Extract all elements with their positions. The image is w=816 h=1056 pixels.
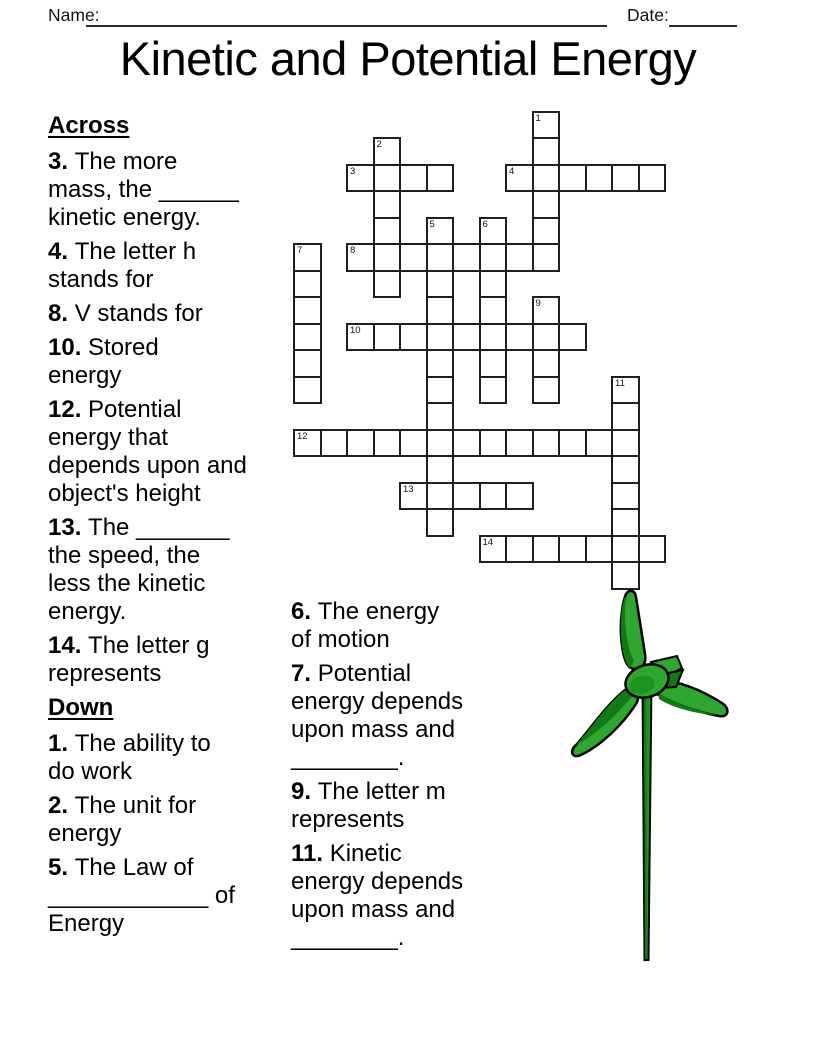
clue-number: 11. [291, 840, 330, 867]
crossword-cell [585, 164, 614, 193]
clue-line: energy depends [291, 688, 464, 715]
crossword-cell [585, 429, 614, 458]
date-blank-line [669, 6, 737, 27]
clue-line: 9. The letter m [291, 778, 446, 805]
cell-number: 10 [350, 324, 361, 336]
crossword-cell [479, 270, 508, 299]
clue-across-4 [48, 238, 290, 294]
crossword-cell [426, 349, 455, 378]
crossword-cell [426, 376, 455, 405]
crossword-cell [505, 535, 534, 564]
clue-across-12 [48, 396, 290, 508]
clue-number: 7. [291, 660, 318, 687]
crossword-cell [532, 243, 561, 272]
crossword-cell [505, 429, 534, 458]
clue-line: less the kinetic [48, 570, 206, 597]
clue-line: stands for [48, 266, 154, 293]
clue-line: 1. The ability to [48, 730, 211, 757]
clue-number: 10. [48, 334, 89, 361]
crossword-cell [320, 429, 349, 458]
clue-across-13 [48, 514, 290, 626]
crossword-cell [532, 296, 561, 325]
clue-line: energy [48, 362, 122, 389]
clue-line: 5. The Law of [48, 854, 194, 881]
clue-column-left [48, 112, 290, 944]
clue-line: upon mass and [291, 716, 456, 743]
clue-line: 4. The letter h [48, 238, 197, 265]
crossword-cell [426, 243, 455, 272]
clue-line: ________. [291, 924, 405, 951]
crossword-cell [479, 482, 508, 511]
down-clue-list-middle [291, 598, 503, 952]
cell-number: 3 [350, 165, 356, 177]
clue-line: energy depends [291, 868, 464, 895]
crossword-cell [505, 323, 534, 352]
clue-line: Energy [48, 910, 125, 937]
clue-down-7 [291, 660, 503, 772]
clue-across-14 [48, 632, 290, 688]
wind-turbine-illustration [555, 588, 755, 968]
crossword-cell [585, 535, 614, 564]
clue-down-11 [291, 840, 503, 952]
down-header: Down [48, 694, 114, 721]
crossword-cell [558, 323, 587, 352]
crossword-cell [426, 323, 455, 352]
clue-down-6 [291, 598, 503, 654]
clue-line: energy that [48, 424, 169, 451]
clue-line: represents [48, 660, 162, 687]
clue-number: 6. [291, 598, 318, 625]
crossword-cell [532, 429, 561, 458]
crossword-cell [611, 402, 640, 431]
cell-number: 7 [297, 245, 303, 256]
clue-line: 10. Stored [48, 334, 159, 361]
crossword-cell [346, 243, 375, 272]
crossword-cell [479, 217, 508, 246]
across-clue-list [48, 148, 290, 688]
across-header: Across [48, 112, 130, 139]
clue-across-10 [48, 334, 290, 390]
crossword-cell [558, 164, 587, 193]
crossword-cell [532, 535, 561, 564]
clue-line: of motion [291, 626, 390, 653]
clue-line: represents [291, 806, 405, 833]
clue-line: object's height [48, 480, 201, 507]
crossword-cell [532, 137, 561, 166]
crossword-cell [373, 429, 402, 458]
name-blank-line [86, 6, 607, 27]
crossword-cell [373, 270, 402, 299]
clue-line: ________. [291, 744, 405, 771]
crossword-cell [426, 455, 455, 484]
clue-line: 13. The _______ [48, 514, 230, 541]
crossword-cell [399, 429, 428, 458]
crossword-cell [532, 111, 561, 140]
clue-line: 6. The energy [291, 598, 440, 625]
crossword-cell [426, 296, 455, 325]
cell-number: 9 [535, 298, 541, 309]
crossword-cell [532, 323, 561, 352]
clue-line: 14. The letter g [48, 632, 210, 659]
cell-number: 8 [350, 245, 356, 256]
crossword-cell [426, 217, 455, 246]
crossword-cell [426, 482, 455, 511]
crossword-cell [373, 243, 402, 272]
crossword-cell [479, 535, 508, 564]
clue-line: 11. Kinetic [291, 840, 402, 867]
cell-number: 11 [615, 377, 625, 389]
down-clue-list-left [48, 730, 290, 938]
clue-line: 7. Potential [291, 660, 412, 687]
crossword-cell [426, 508, 455, 537]
clue-line: ____________ of [48, 882, 235, 909]
cell-number: 5 [429, 218, 435, 230]
clue-line: depends upon and [48, 452, 247, 479]
crossword-cell [611, 429, 640, 458]
crossword-cell [638, 164, 667, 193]
cell-number: 4 [509, 165, 515, 177]
crossword-cell [532, 349, 561, 378]
crossword-cell [373, 190, 402, 219]
clue-number: 5. [48, 854, 75, 881]
clue-down-1 [48, 730, 290, 786]
clue-line: mass, the ______ [48, 176, 239, 203]
crossword-cell [293, 270, 322, 299]
crossword-cell [293, 323, 322, 352]
clue-line: energy [48, 820, 122, 847]
clue-number: 13. [48, 514, 89, 541]
name-label: Name: [48, 5, 100, 25]
crossword-cell [346, 429, 375, 458]
crossword-cell [373, 323, 402, 352]
crossword-cell [399, 482, 428, 511]
crossword-cell [399, 243, 428, 272]
clue-down-9 [291, 778, 503, 834]
crossword-cell [293, 349, 322, 378]
turbine-pole [643, 682, 652, 960]
crossword-cell [532, 376, 561, 405]
crossword-cell [373, 164, 402, 193]
crossword-cell [505, 243, 534, 272]
clue-line: 8. V stands for [48, 300, 203, 327]
crossword-cell [293, 376, 322, 405]
cell-number: 13 [403, 483, 414, 495]
clue-across-8 [48, 300, 290, 328]
crossword-cell [611, 535, 640, 564]
crossword-cell [479, 296, 508, 325]
crossword-cell [479, 323, 508, 352]
page-title: Kinetic and Potential Energy [119, 32, 697, 85]
crossword-cell [426, 270, 455, 299]
crossword-cell [293, 243, 322, 272]
crossword-cell [452, 323, 481, 352]
crossword-cell [611, 482, 640, 511]
crossword-cell [293, 429, 322, 458]
cell-number: 1 [535, 112, 541, 124]
clue-line: upon mass and [291, 896, 456, 923]
crossword-cell [611, 508, 640, 537]
clue-number: 3. [48, 148, 75, 175]
crossword-cell [505, 482, 534, 511]
crossword-cell [346, 323, 375, 352]
clue-down-2 [48, 792, 290, 848]
cell-number: 12 [297, 430, 308, 442]
clue-number: 2. [48, 792, 75, 819]
crossword-cell [479, 349, 508, 378]
crossword-cell [479, 243, 508, 272]
crossword-cell [426, 429, 455, 458]
clue-number: 9. [291, 778, 318, 805]
crossword-cell [399, 323, 428, 352]
crossword-cell [532, 164, 561, 193]
crossword-cell [426, 164, 455, 193]
clue-down-5 [48, 854, 290, 938]
clue-number: 14. [48, 632, 89, 659]
crossword-cell [452, 243, 481, 272]
crossword-cell [479, 376, 508, 405]
crossword-cell [505, 164, 534, 193]
clue-number: 12. [48, 396, 89, 423]
clue-number: 1. [48, 730, 75, 757]
clue-across-3 [48, 148, 290, 232]
cell-number: 6 [482, 218, 488, 230]
crossword-cell [611, 455, 640, 484]
date-label: Date: [627, 5, 669, 25]
crossword-cell [558, 535, 587, 564]
clue-line: the speed, the [48, 542, 201, 569]
crossword-cell [293, 296, 322, 325]
crossword-cell [426, 402, 455, 431]
clue-line: do work [48, 758, 133, 785]
crossword-cell [399, 164, 428, 193]
crossword-cell [611, 376, 640, 405]
clue-column-middle [291, 598, 503, 958]
crossword-cell [611, 164, 640, 193]
clue-line: kinetic energy. [48, 204, 201, 231]
cell-number: 2 [376, 139, 382, 150]
crossword-cell [479, 429, 508, 458]
clue-line: 3. The more [48, 148, 178, 175]
cell-number: 14 [482, 536, 494, 548]
clue-line: 2. The unit for [48, 792, 197, 819]
clue-number: 4. [48, 238, 75, 265]
crossword-cell [373, 217, 402, 246]
crossword-cell [452, 429, 481, 458]
crossword-cell [558, 429, 587, 458]
crossword-cell [532, 190, 561, 219]
crossword-cell [638, 535, 667, 564]
crossword-cell [346, 164, 375, 193]
crossword-cell [373, 137, 402, 166]
crossword-cell [611, 561, 640, 590]
clue-line: 12. Potential [48, 396, 182, 423]
clue-number: 8. [48, 300, 75, 327]
clue-line: energy. [48, 598, 127, 625]
crossword-cell [532, 217, 561, 246]
crossword-cell [452, 482, 481, 511]
